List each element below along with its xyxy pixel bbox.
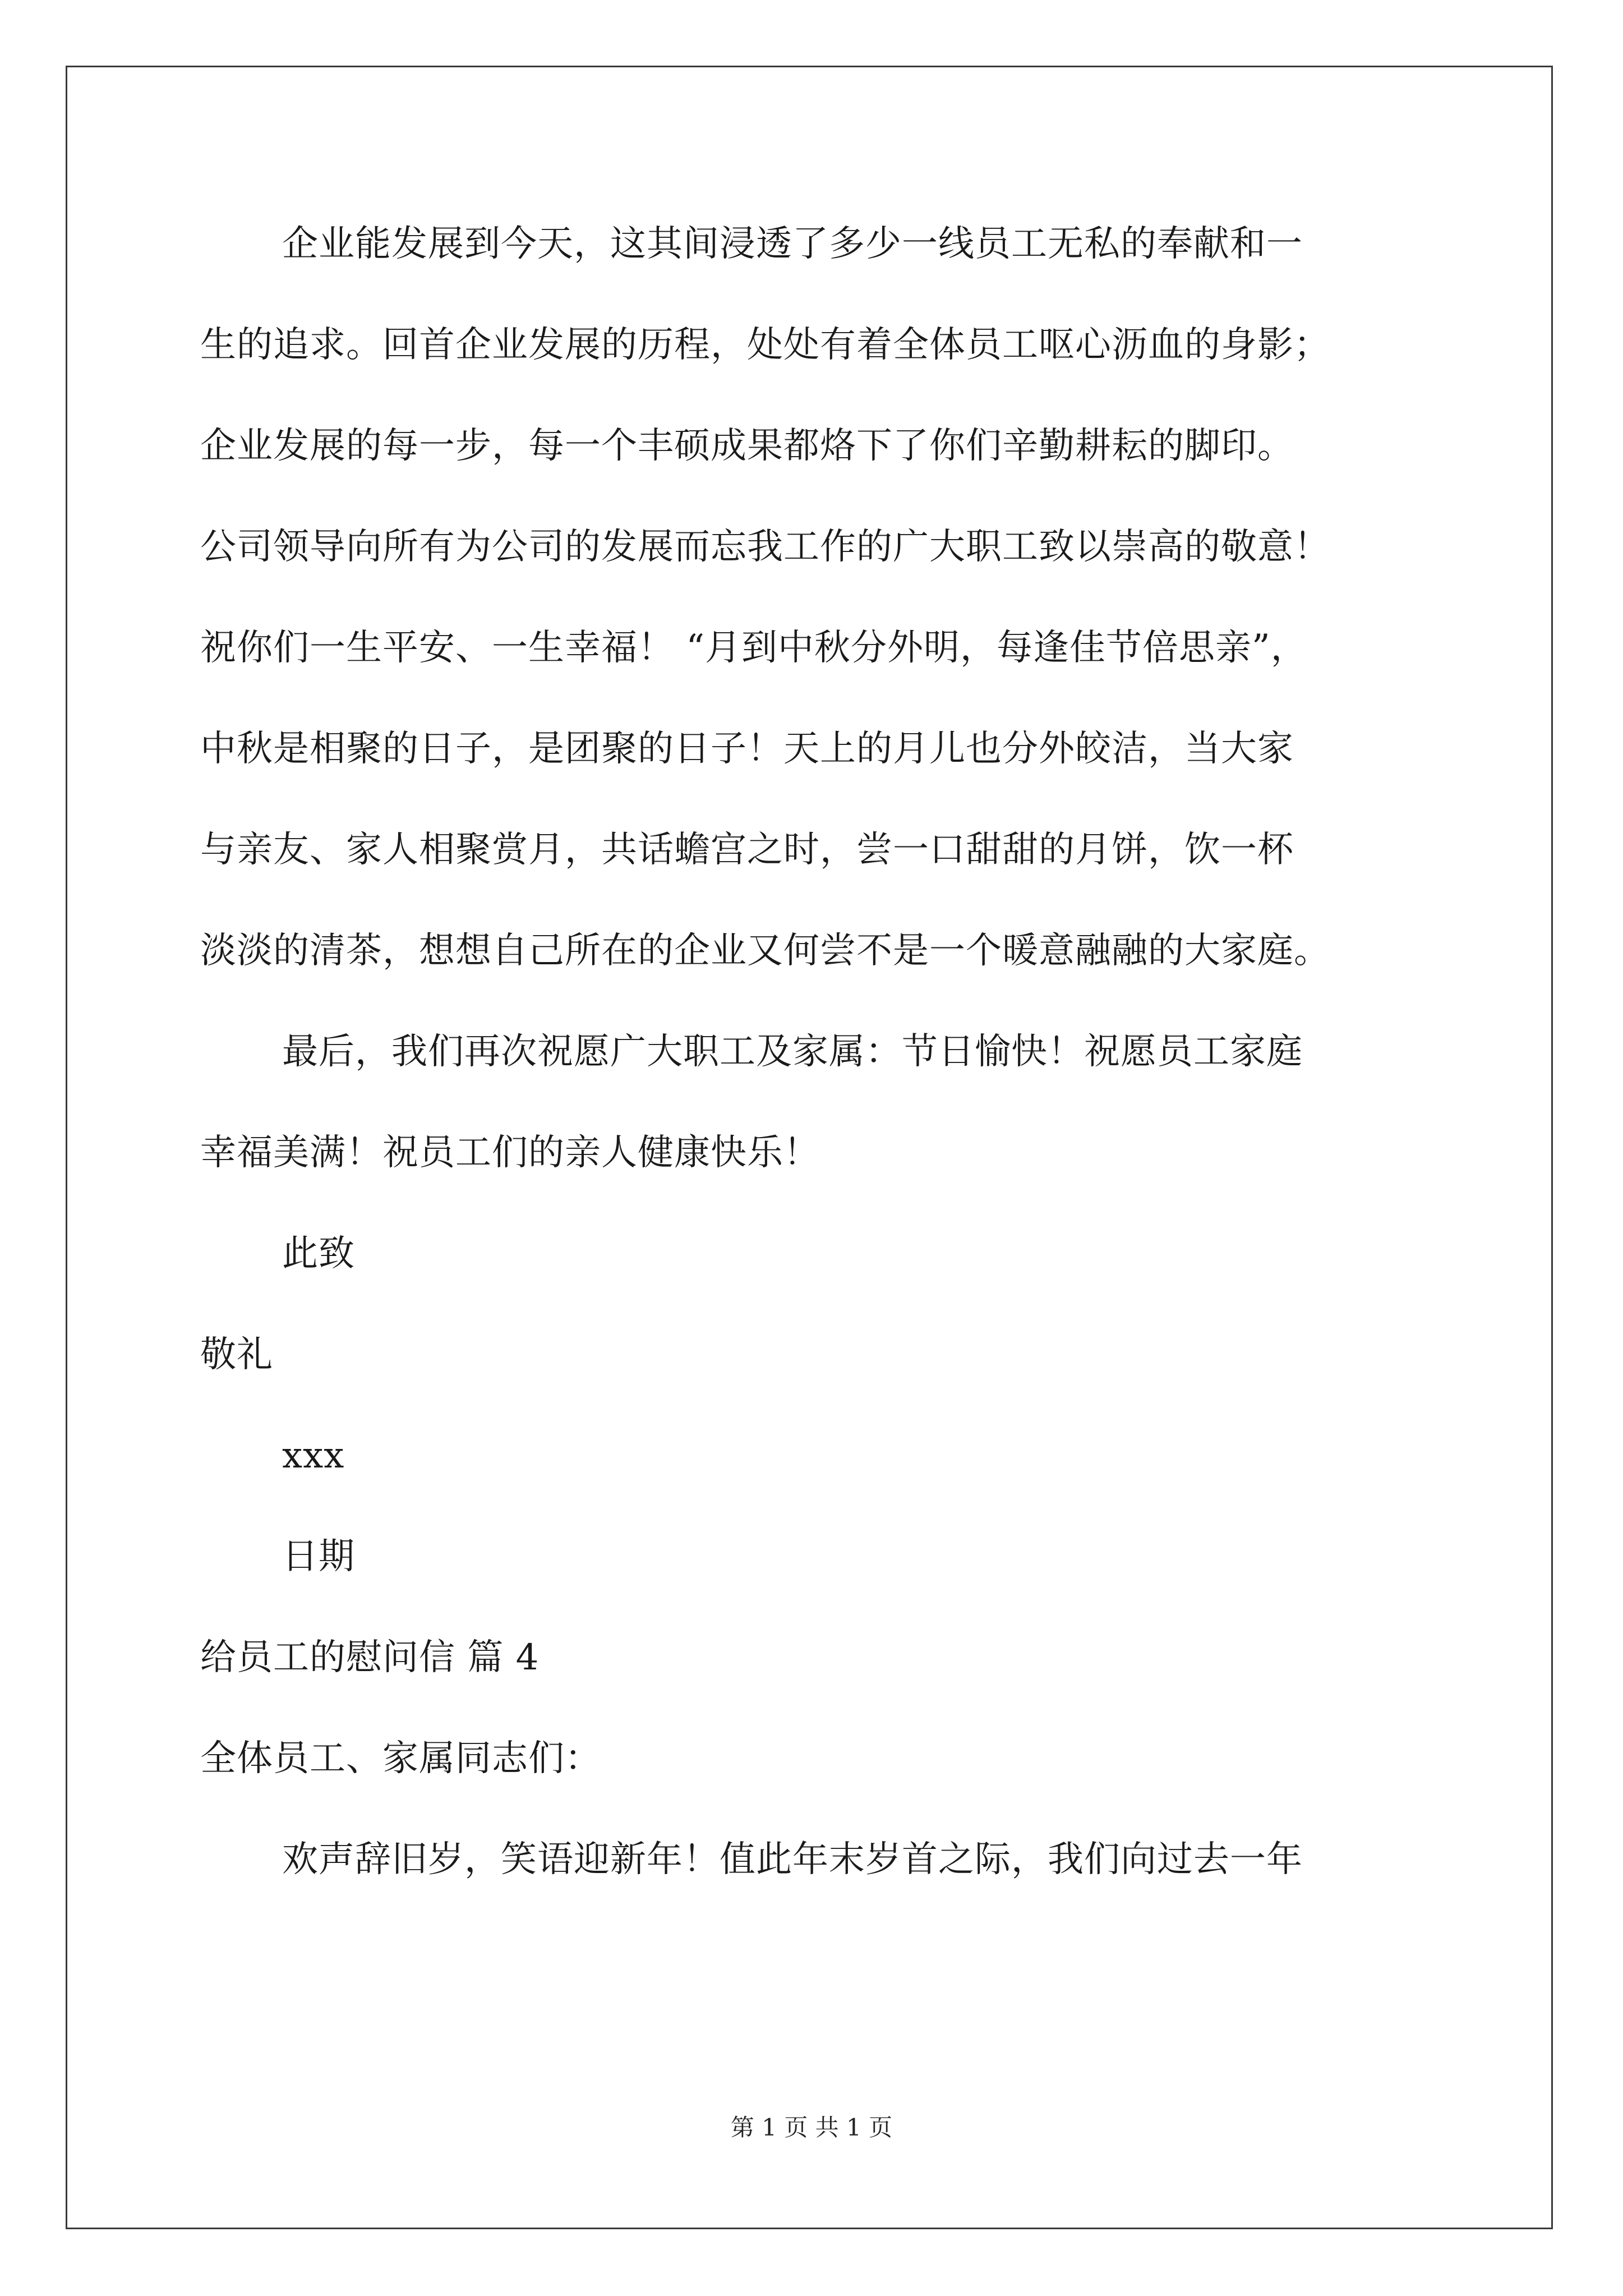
signature-name: xxx — [282, 1435, 345, 1476]
paragraph-line-3: 企业发展的每一步，每一个丰硕成果都烙下了你们辛勤耕耘的脚印。 — [200, 425, 1294, 467]
paragraph-line-new-letter: 欢声辞旧岁，笑语迎新年！值此年末岁首之际，我们向过去一年 — [282, 1839, 1303, 1880]
paragraph-line-5: 祝你们一生平安、一生幸福！ “月到中秋分外明，每逢佳节倍思亲”， — [200, 627, 1307, 669]
signature-date: 日期 — [282, 1536, 355, 1577]
salutation-jingli: 敬礼 — [200, 1334, 273, 1375]
page-number-footer: 第 1 页 共 1 页 — [730, 2114, 893, 2141]
section-heading: 给员工的慰问信 篇 4 — [200, 1637, 540, 1678]
paragraph-line-8: 淡淡的清茶，想想自己所在的企业又何尝不是一个暖意融融的大家庭。 — [200, 930, 1330, 972]
salutation-cizhi: 此致 — [282, 1233, 355, 1274]
paragraph-line-4: 公司领导向所有为公司的发展而忘我工作的广大职工致以崇高的敬意！ — [200, 526, 1330, 568]
addressee-line: 全体员工、家属同志们： — [200, 1738, 601, 1779]
paragraph-line-2: 生的追求。回首企业发展的历程，处处有着全体员工呕心沥血的身影； — [200, 324, 1330, 366]
closing-paragraph-line-2: 幸福美满！祝员工们的亲人健康快乐！ — [200, 1132, 820, 1174]
closing-paragraph-line-1: 最后，我们再次祝愿广大职工及家属：节日愉快！祝愿员工家庭 — [282, 1031, 1303, 1073]
paragraph-line-7: 与亲友、家人相聚赏月，共话蟾宫之时，尝一口甜甜的月饼，饮一杯 — [200, 829, 1294, 871]
paragraph-line-1: 企业能发展到今天，这其间浸透了多少一线员工无私的奉献和一 — [282, 223, 1303, 265]
paragraph-line-6: 中秋是相聚的日子，是团聚的日子！天上的月儿也分外皎洁，当大家 — [200, 728, 1294, 770]
